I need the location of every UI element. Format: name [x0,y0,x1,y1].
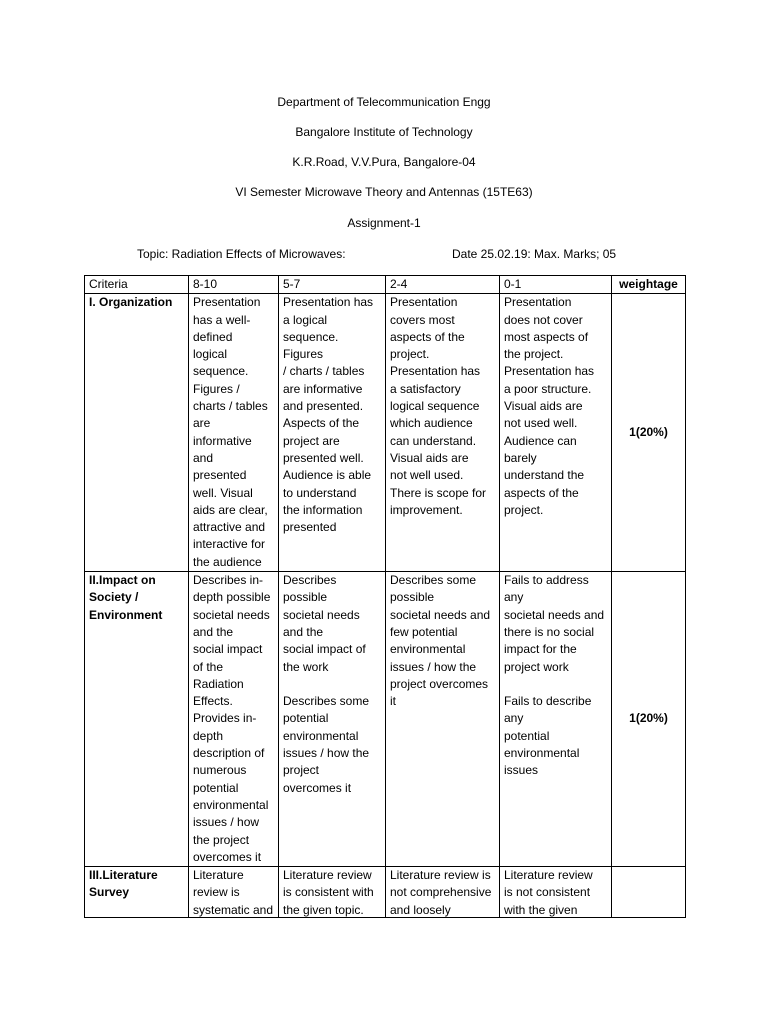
weightage-cell: 1(20%) [612,294,686,572]
table-header-row [85,276,686,294]
score-5-7-cell: Literature review is consistent with the given topic. [283,868,374,917]
score-8-10-cell: Literature review is systematic and [193,868,274,917]
score-0-1-cell: Literature review is not consistent with the given [504,868,593,917]
table-row [85,867,686,918]
institute-address: K.R.Road, V.V.Pura, Bangalore-04 [292,155,476,169]
score-2-4-cell: Literature review is not comprehensive and loosely [390,868,492,917]
score-0-1-cell: Presentation does not cover most aspects of the project. Presentation has a poor structure. Visual aids are not used well. Audience can barely understand the aspects of the project. [500,294,612,572]
course-title: VI Semester Microwave Theory and Antennas (15TE63) [235,185,533,199]
criteria-cell: II.Impact on Society / Environment [85,572,189,867]
score-8-10-cell: Describes in- depth possible societal needs and the social impact of the Radiation Effects. Provides in- depth description of numerous potential environmental issues / how the project overcomes it [189,572,279,867]
score-0-1-cell: Fails to address any societal needs and there is no social impact for the project work Fails to describe any potential environmental issues [500,572,612,867]
institute-name: Bangalore Institute of Technology [295,125,473,139]
assignment-title: Assignment-1 [347,216,421,230]
score-2-4-cell: Describes some possible societal needs and few potential environmental issues / how the project overcomes it [386,572,500,867]
score-5-7-cell: Describes possible societal needs and the social impact of the work Describes some potential environmental issues / how the project overcomes it [279,572,386,867]
column-header-weightage: weightage [612,276,686,294]
criteria-cell: III.Literature Survey [89,868,158,900]
column-header-0-1: 0-1 [500,276,612,294]
weightage-cell: 1(20%) [612,572,686,867]
table-row [85,572,686,867]
column-header-2-4: 2-4 [386,276,500,294]
rubric-table [84,275,686,918]
date-and-max-marks: Date 25.02.19: Max. Marks; 05 [452,247,617,261]
criteria-cell: I. Organization [85,294,189,572]
score-2-4-cell: Presentation covers most aspects of the project. Presentation has a satisfactory logical sequence which audience can understand. Visual aids are not well used. There is scope for improvement. [386,294,500,572]
score-5-7-cell: Presentation has a logical sequence. Figures / charts / tables are informative and presented. Aspects of the project are presented well. Audience is able to understand the information presented [279,294,386,572]
assignment-topic: Topic: Radiation Effects of Microwaves: [137,247,346,261]
column-header-criteria: Criteria [85,276,189,294]
department-name: Department of Telecommunication Engg [277,95,491,109]
table-row [85,294,686,572]
column-header-5-7: 5-7 [279,276,386,294]
weightage-cell [612,867,686,918]
score-8-10-cell: Presentation has a well- defined logical sequence. Figures / charts / tables are informative and presented well. Visual aids are clear, attractive and interactive for the audience [189,294,279,572]
column-header-8-10: 8-10 [189,276,279,294]
